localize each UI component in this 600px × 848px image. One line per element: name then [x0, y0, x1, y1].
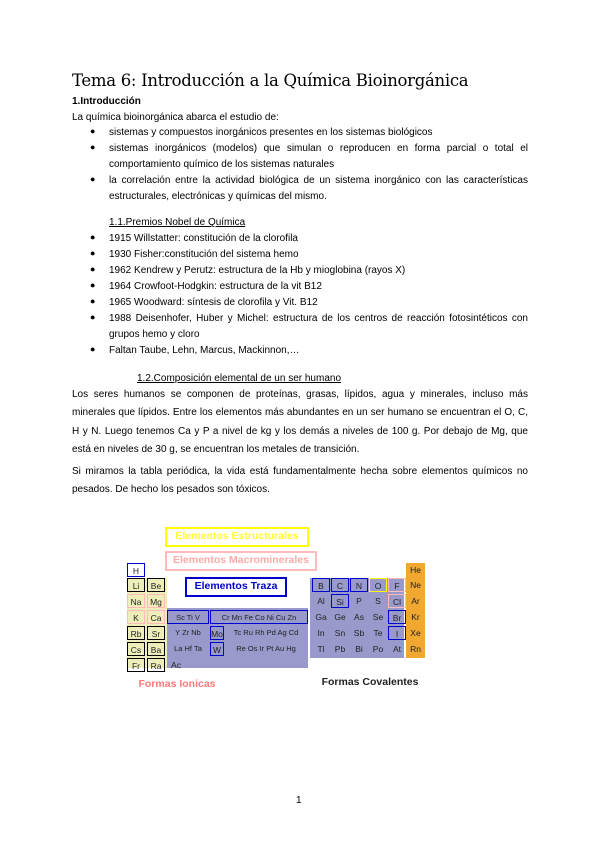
legend-macrominerals: Elementos Macrominerales [165, 551, 317, 571]
element-cell: Kr [411, 612, 420, 622]
nobel-item: 1988 Deisenhofer, Huber y Michel: estructura de los centros de reacción fotosintéticos con grupos hemo y cloro [109, 313, 528, 340]
section-1-bullet: sistemas y compuestos inorgánicos presentes en los sistemas biológicos [109, 127, 433, 138]
nobel-item: 1962 Kendrew y Perutz: estructura de la Hb y mioglobina (rayos X) [109, 265, 406, 276]
element-cell: B [312, 578, 330, 592]
legend-trace: Elementos Traza [185, 577, 287, 597]
element-cell: Mo [210, 626, 224, 640]
element-cell: C [331, 578, 349, 592]
page-title: Tema 6: Introducción a la Química Bioinorgánica [72, 71, 469, 90]
element-cell: Xe [410, 628, 421, 638]
element-cell: Sn [334, 628, 346, 638]
nobel-item: 1915 Willstatter: constitución de la clorofila [109, 233, 298, 244]
element-cell: H [127, 563, 145, 577]
element-cell: Cr Mn Fe Co Ni Cu Zn [210, 610, 308, 624]
element-cell: Ca [147, 610, 165, 624]
element-cell: In [317, 628, 325, 638]
element-cell: Rb [127, 626, 145, 640]
element-cell: Re Os Ir Pt Au Hg [236, 644, 296, 653]
section-heading-1: 1.Introducción [72, 96, 141, 107]
element-cell: Sc Ti V [167, 610, 209, 624]
ionic-forms-label: Formas Ionicas [138, 678, 216, 690]
element-cell: Cs [127, 642, 145, 656]
section-1-2-paragraph-1: Los seres humanos se componen de proteínas, grasas, lípidos, agua y minerales, incluso más minerales que lípidos. Entre los elementos más abundantes en un ser humano se encuentran el O, C, H y N. Luego tenemos Ca y P a nivel de kg y los demás a niveles de 100 g. Por debajo de Mg, que está en niveles de 30 g, se encuentran los metales de transición. [72, 389, 528, 456]
element-cell: Li [127, 578, 145, 592]
bullet-icon: ● [90, 280, 96, 290]
section-heading-1-2: 1.2.Composición elemental de un ser humano [137, 373, 342, 384]
bullet-icon: ● [90, 344, 96, 354]
element-cell: Rn [410, 644, 421, 654]
element-cell: Fr [127, 658, 145, 672]
bullet-icon: ● [90, 296, 96, 306]
element-cell: Ne [410, 580, 421, 590]
element-cell: W [210, 642, 224, 656]
element-cell: Ac [171, 660, 181, 670]
element-cell: Ba [147, 642, 165, 656]
element-cell: Sb [353, 628, 365, 638]
legend-structural: Elementos Estructurales [165, 527, 309, 547]
element-cell: Pb [334, 644, 346, 654]
section-1-bullet: la correlación entre la actividad biológica de un sistema inorgánico con las características estructurales, electrónicas y químicas del mismo. [109, 175, 528, 202]
element-cell: La Hf Ta [174, 644, 202, 653]
element-cell: As [354, 612, 364, 622]
element-cell: Be [147, 578, 165, 592]
element-cell: N [350, 578, 368, 592]
nobel-item: 1964 Crowfoot-Hodgkin: estructura de la vit B12 [109, 281, 322, 292]
element-cell: F [388, 578, 406, 592]
nobel-item: Faltan Taube, Lehn, Marcus, Mackinnon,… [109, 345, 300, 356]
element-cell: Al [317, 596, 325, 606]
element-cell: Tl [317, 644, 325, 654]
bullet-icon: ● [90, 232, 96, 242]
bullet-icon: ● [90, 264, 96, 274]
element-cell: Ar [411, 596, 420, 606]
covalent-forms-label: Formas Covalentes [321, 676, 419, 688]
section-heading-1-1: 1.1.Premios Nobel de Química [109, 217, 246, 228]
element-cell: O [369, 578, 387, 592]
element-cell: Br [388, 610, 406, 624]
element-cell: Ra [147, 658, 165, 672]
element-cell: At [392, 644, 402, 654]
element-cell: Bi [355, 644, 363, 654]
element-cell: Ge [334, 612, 346, 622]
element-cell: He [410, 565, 421, 575]
element-cell: Sr [147, 626, 165, 640]
page-number: 1 [296, 795, 302, 806]
section-1-bullet: sistemas inorgánicos (modelos) que simulan o reproducen en forma parcial o total el comportamiento químico de los sistemas naturales [109, 143, 528, 170]
element-cell: Si [331, 594, 349, 608]
element-cell: Mg [147, 594, 165, 608]
element-cell: Te [373, 628, 383, 638]
element-cell: Na [127, 594, 145, 608]
bullet-icon: ● [90, 312, 96, 322]
section-1-2-paragraph-2: Si miramos la tabla periódica, la vida está fundamentalmente hecha sobre elementos químicos no pesados. De hecho los pesados son tóxicos. [72, 466, 528, 496]
element-cell: I [388, 626, 406, 640]
element-cell: P [356, 596, 362, 606]
element-cell: K [127, 610, 145, 624]
element-cell: Tc Ru Rh Pd Ag Cd [233, 628, 299, 637]
element-cell: Y Zr Nb [175, 628, 201, 637]
element-cell: Se [372, 612, 384, 622]
element-cell: Cl [388, 594, 406, 608]
element-cell: S [375, 596, 381, 606]
element-cell: Ga [315, 612, 327, 622]
nobel-item: 1930 Fisher:constitución del sistema hemo [109, 249, 299, 260]
element-cell: Po [372, 644, 384, 654]
bullet-icon: ● [90, 248, 96, 258]
bullet-icon: ● [90, 142, 96, 152]
nobel-item: 1965 Woodward: síntesis de clorofila y Vit. B12 [109, 297, 318, 308]
bullet-icon: ● [90, 126, 96, 136]
section-1-intro: La química bioinorgánica abarca el estudio de: [72, 112, 279, 123]
bullet-icon: ● [90, 174, 96, 184]
